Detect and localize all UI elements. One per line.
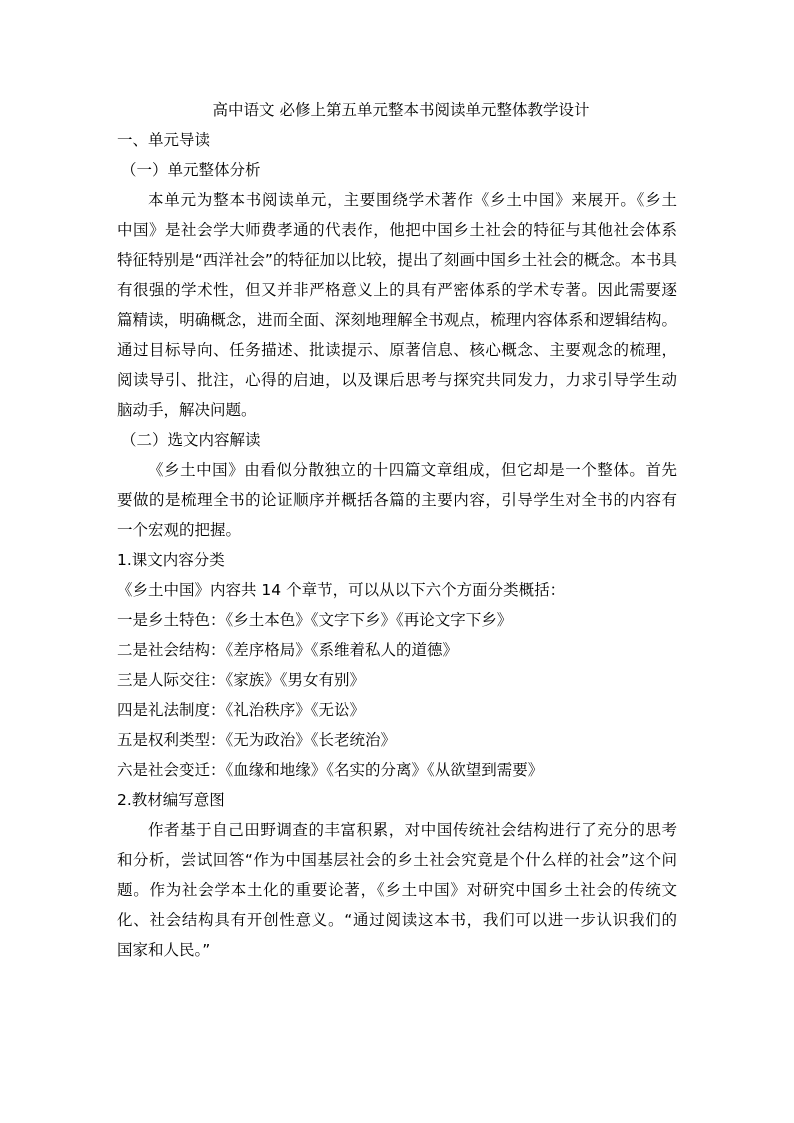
paragraph-line: 篇精读，明确概念，进而全面、深刻地理解全书观点，梳理内容体系和逻辑结构。 — [117, 311, 677, 329]
document-title: 高中语文 必修上第五单元整本书阅读单元整体教学设计 — [212, 101, 590, 119]
paragraph-line: 阅读导引、批注，心得的启迪，以及课后思考与探究共同发力，力求引导学生动 — [117, 371, 677, 389]
paragraph-line: 通过目标导向、任务描述、批读提示、原著信息、核心概念、主要观念的梳理， — [117, 341, 677, 359]
subsection-heading-content-interpretation: （二）选文内容解读 — [121, 431, 261, 449]
subsection-heading-overall-analysis: （一）单元整体分析 — [121, 161, 261, 179]
paragraph-unit-analysis — [117, 185, 677, 425]
paragraph-line: 作者基于自己田野调查的丰富积累，对中国传统社会结构进行了充分的思考 — [148, 821, 677, 839]
list-item: 二是社会结构：《差序格局》《系维着私人的道德》 — [117, 641, 459, 659]
paragraph-line: 题。作为社会学本土化的重要论著，《乡土中国》对研究中国乡土社会的传统文 — [117, 881, 677, 899]
paragraph-line: 特征特别是“西洋社会”的特征加以比较，提出了刻画中国乡土社会的概念。本书具 — [117, 251, 677, 269]
document-page — [117, 95, 677, 965]
paragraph-line: 中国》是社会学大师费孝通的代表作，他把中国乡土社会的特征与其他社会体系 — [117, 221, 677, 239]
list-item: 六是社会变迁：《血缘和地缘》《名实的分离》《从欲望到需要》 — [117, 761, 544, 779]
paragraph-line: 一个宏观的把握。 — [117, 521, 242, 539]
list-item: 五是权利类型：《无为政治》《长老统治》 — [117, 731, 397, 749]
list-item: 四是礼法制度：《礼治秩序》《无讼》 — [117, 701, 366, 719]
paragraph-line: 有很强的学术性，但又并非严格意义上的具有严密体系的学术专著。因此需要逐 — [117, 281, 677, 299]
paragraph-line: 国家和人民。” — [117, 941, 211, 959]
paragraph-line: 和分析，尝试回答“作为中国基层社会的乡土社会究竟是个什么样的社会”这个问 — [117, 851, 677, 869]
point-heading-classification: 1.课文内容分类 — [117, 551, 225, 569]
classification-intro: 《乡土中国》内容共 14 个章节，可以从以下六个方面分类概括： — [117, 581, 566, 599]
paragraph-line: 化、社会结构具有开创性意义。“通过阅读这本书，我们可以进一步认识我们的 — [117, 911, 677, 929]
section-heading-unit-guide: 一、单元导读 — [117, 131, 211, 149]
paragraph-content-interpretation — [117, 455, 677, 545]
paragraph-line: 《乡土中国》由看似分散独立的十四篇文章组成，但它却是一个整体。首先 — [148, 461, 677, 479]
point-heading-editorial-intent: 2.教材编写意图 — [117, 791, 225, 809]
paragraph-line: 要做的是梳理全书的论证顺序并概括各篇的主要内容，引导学生对全书的内容有 — [117, 491, 677, 509]
paragraph-line: 本单元为整本书阅读单元，主要围绕学术著作《乡土中国》来展开。《乡土 — [148, 191, 677, 209]
list-item: 一是乡土特色：《乡土本色》《文字下乡》《再论文字下乡》 — [117, 611, 513, 629]
list-item: 三是人际交往：《家族》《男女有别》 — [117, 671, 366, 689]
paragraph-editorial-intent — [117, 815, 677, 965]
classification-list — [117, 605, 677, 785]
paragraph-line: 脑动手，解决问题。 — [117, 401, 257, 419]
